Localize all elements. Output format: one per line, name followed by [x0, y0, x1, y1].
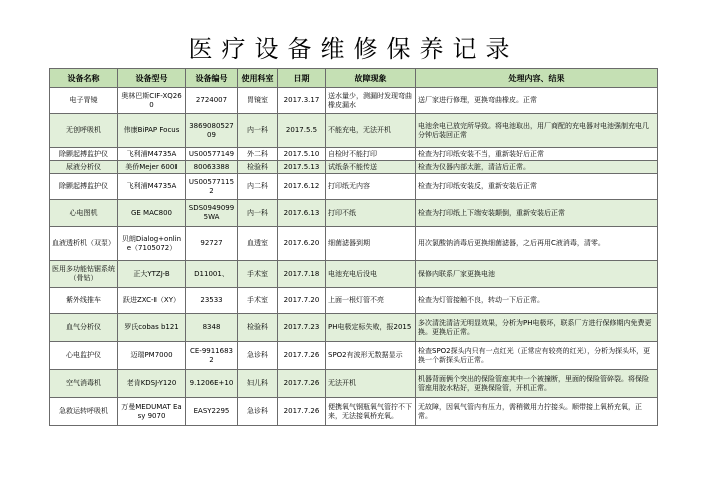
cell-serial: US005771152	[186, 174, 238, 200]
cell-device-name: 紫外线推车	[50, 288, 118, 314]
cell-device-name: 心电监护仪	[50, 342, 118, 370]
cell-fault: 电池充电后没电	[326, 261, 416, 288]
cell-department: 胃镜室	[238, 88, 278, 114]
cell-device-name: 医用多功能钻锯系统（骨钻）	[50, 261, 118, 288]
cell-serial: US00577149	[186, 148, 238, 161]
column-header: 设备型号	[118, 69, 186, 88]
cell-fault: PH电极定标失败，报2015	[326, 314, 416, 342]
cell-date: 2017.5.5	[278, 114, 326, 148]
document-title: 医疗设备维修保养记录	[188, 35, 519, 63]
cell-fault: 不能充电，无法开机	[326, 114, 416, 148]
cell-device-name: 尿液分析仪	[50, 161, 118, 174]
cell-action: 电池余电已放完所导致。将电池取出，用厂商配的充电器对电池强制充电几分钟后装回正常	[416, 114, 658, 148]
cell-model: 美侨Mejer 600Ⅱ	[118, 161, 186, 174]
cell-serial: EASY2295	[186, 398, 238, 426]
cell-department: 急诊科	[238, 398, 278, 426]
cell-model: 奥林巴斯CIF-XQ260	[118, 88, 186, 114]
cell-action: 无故障，因氧气管内有压力，需稍微用力拧接头。顺带接上氧桥充氧，正常。	[416, 398, 658, 426]
cell-action: 检查为打印纸上下端安装颠倒，重新安装后正常	[416, 200, 658, 227]
cell-fault: 打印纸无内容	[326, 174, 416, 200]
cell-serial: 386908052709	[186, 114, 238, 148]
cell-department: 急诊科	[238, 342, 278, 370]
table-row	[50, 114, 658, 148]
column-header: 设备名称	[50, 69, 118, 88]
cell-device-name: 急救运转呼吸机	[50, 398, 118, 426]
cell-model: 跃进ZXC-Ⅱ（XY）	[118, 288, 186, 314]
table-row	[50, 174, 658, 200]
table-header-row	[50, 69, 658, 88]
cell-fault: SPO2有波形无数据显示	[326, 342, 416, 370]
cell-model: 万曼MEDUMAT Easy 9070	[118, 398, 186, 426]
cell-serial: 2724007	[186, 88, 238, 114]
table-row	[50, 200, 658, 227]
column-header: 日期	[278, 69, 326, 88]
cell-date: 2017.7.26	[278, 342, 326, 370]
cell-model: 老肯KDSJ-Y120	[118, 370, 186, 398]
cell-fault: 自检时不能打印	[326, 148, 416, 161]
cell-device-name: 血气分析仪	[50, 314, 118, 342]
cell-device-name: 无创呼吸机	[50, 114, 118, 148]
cell-fault: 试纸条不能传送	[326, 161, 416, 174]
table-row	[50, 342, 658, 370]
cell-action: 检查SPO2探头内只有一点红光（正常应有较亮的红光），分析为探头坏，更换一个新探头后正常。	[416, 342, 658, 370]
cell-fault: 便携氧气钢瓶氧气管拧不下来，无法接氧桥充氧。	[326, 398, 416, 426]
cell-model: 正大YTZJ-B	[118, 261, 186, 288]
cell-action: 检查为灯管接触不良，转动一下后正常。	[416, 288, 658, 314]
cell-action: 检查为打印纸安装不当，重新装好后正常	[416, 148, 658, 161]
cell-fault: 细菌滤器到期	[326, 227, 416, 261]
cell-date: 2017.5.10	[278, 148, 326, 161]
cell-action: 检查为仪器内部太脏，清洁后正常。	[416, 161, 658, 174]
cell-department: 内二科	[238, 174, 278, 200]
cell-action: 保修内联系厂家更换电池	[416, 261, 658, 288]
cell-department: 妇儿科	[238, 370, 278, 398]
cell-model: GE MAC800	[118, 200, 186, 227]
table-row	[50, 398, 658, 426]
cell-date: 2017.7.26	[278, 398, 326, 426]
cell-action: 检查为打印纸安装反，重新安装后正常	[416, 174, 658, 200]
cell-serial: 9.1206E+10	[186, 370, 238, 398]
cell-model: 伟康BiPAP Focus	[118, 114, 186, 148]
column-header: 处理内容、结果	[416, 69, 658, 88]
cell-device-name: 心电图机	[50, 200, 118, 227]
column-header: 使用科室	[238, 69, 278, 88]
cell-action: 送厂家进行修理，更换弯曲橡皮。正常	[416, 88, 658, 114]
cell-date: 2017.5.13	[278, 161, 326, 174]
column-header: 故障现象	[326, 69, 416, 88]
column-header: 设备编号	[186, 69, 238, 88]
maintenance-table	[49, 68, 658, 426]
cell-fault: 送水量少，测漏时发现弯曲橡皮漏水	[326, 88, 416, 114]
cell-action: 用次氯酸钠消毒后更换细菌滤器，之后再用C液消毒，清零。	[416, 227, 658, 261]
cell-device-name: 除颤起搏监护仪	[50, 174, 118, 200]
cell-date: 2017.6.13	[278, 200, 326, 227]
cell-department: 内一科	[238, 200, 278, 227]
cell-serial: D11001、	[186, 261, 238, 288]
cell-department: 手术室	[238, 261, 278, 288]
table-row	[50, 88, 658, 114]
cell-serial: 92727	[186, 227, 238, 261]
cell-serial: SDS09490995WA	[186, 200, 238, 227]
cell-date: 2017.7.20	[278, 288, 326, 314]
table-row	[50, 288, 658, 314]
cell-serial: 80063388	[186, 161, 238, 174]
cell-fault: 上面一根灯管不亮	[326, 288, 416, 314]
cell-device-name: 血液透析机（双泵）	[50, 227, 118, 261]
cell-department: 检验科	[238, 314, 278, 342]
cell-device-name: 电子胃镜	[50, 88, 118, 114]
cell-serial: 23533	[186, 288, 238, 314]
cell-fault: 无法开机	[326, 370, 416, 398]
cell-action: 多次清洗清洁无明显效果，分析为PH电极坏，联系厂方进行保修期内免费更换。更换后正常。	[416, 314, 658, 342]
cell-date: 2017.7.18	[278, 261, 326, 288]
cell-department: 外二科	[238, 148, 278, 161]
cell-date: 2017.7.26	[278, 370, 326, 398]
cell-model: 贝朗Dialog+online（7105072）	[118, 227, 186, 261]
cell-department: 血透室	[238, 227, 278, 261]
cell-date: 2017.6.12	[278, 174, 326, 200]
cell-fault: 打印不纸	[326, 200, 416, 227]
table-row	[50, 148, 658, 161]
cell-department: 检验科	[238, 161, 278, 174]
table-row	[50, 370, 658, 398]
cell-model: 罗氏cobas b121	[118, 314, 186, 342]
cell-date: 2017.7.23	[278, 314, 326, 342]
cell-model: 迈瑞PM7000	[118, 342, 186, 370]
cell-department: 手术室	[238, 288, 278, 314]
cell-action: 机器背面俩个突出的保险管座其中一个被撞断，里面的保险管碎裂。将保险管座用胶水粘好，更换保险管，开机正常。	[416, 370, 658, 398]
cell-device-name: 空气消毒机	[50, 370, 118, 398]
cell-serial: 8348	[186, 314, 238, 342]
cell-model: 飞利浦M4735A	[118, 148, 186, 161]
table-row	[50, 314, 658, 342]
cell-department: 内一科	[238, 114, 278, 148]
table-row	[50, 227, 658, 261]
cell-serial: CE-99116832	[186, 342, 238, 370]
table-row	[50, 161, 658, 174]
cell-model: 飞利浦M4735A	[118, 174, 186, 200]
table-row	[50, 261, 658, 288]
cell-device-name: 除颤起搏监护仪	[50, 148, 118, 161]
cell-date: 2017.3.17	[278, 88, 326, 114]
cell-date: 2017.6.20	[278, 227, 326, 261]
